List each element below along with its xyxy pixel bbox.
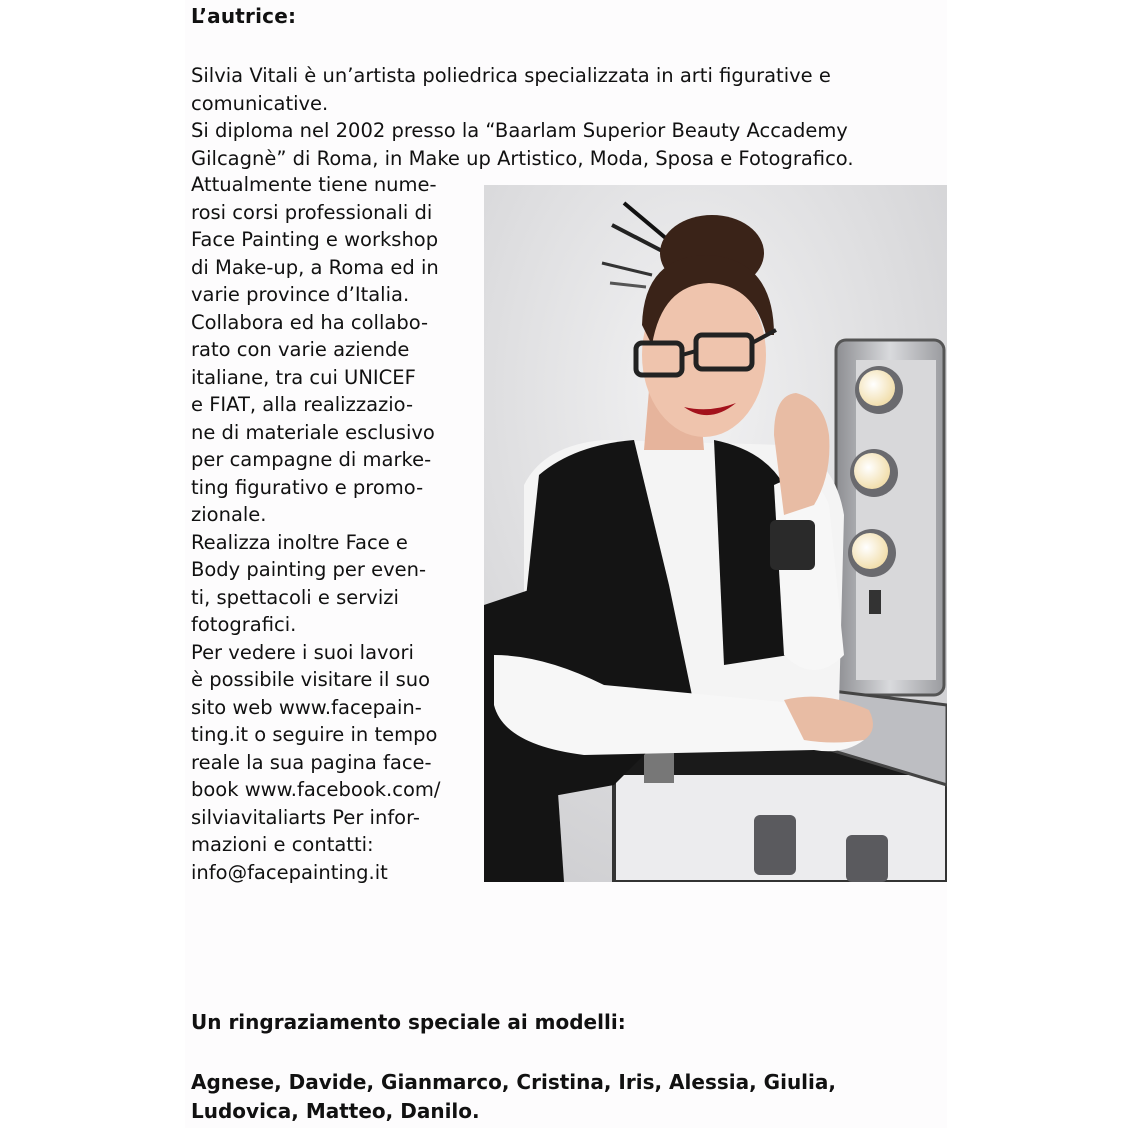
thanks-heading: Un ringraziamento speciale ai modelli: bbox=[191, 1010, 626, 1034]
bio-line: per campagne di marke- bbox=[191, 448, 432, 471]
bio-line: Body painting per even- bbox=[191, 558, 427, 581]
author-heading: L’autrice: bbox=[191, 4, 297, 28]
bio-line: ti, spettacoli e servizi bbox=[191, 585, 399, 609]
bio-line: reale la sua pagina face- bbox=[191, 750, 432, 774]
bio-line: zionale. bbox=[191, 503, 267, 526]
bio-line: rosi corsi professionali di bbox=[191, 200, 433, 224]
bio-line: Realizza inoltre Face e bbox=[191, 530, 408, 554]
intro-text bbox=[191, 62, 931, 172]
bio-line: info@facepainting.it bbox=[191, 860, 388, 884]
bio-column bbox=[191, 171, 476, 886]
bio-line: ting figurativo e promo- bbox=[191, 475, 424, 499]
intro-paragraph: Si diploma nel 2002 presso la “Baarlam Superior Beauty Accademy Gilcagnè” di Roma, in Make up Artistico, Moda, Sposa e Fotografico. bbox=[191, 119, 854, 170]
bio-line: Attualmente tiene nume- bbox=[191, 173, 437, 196]
bio-line: Per vedere i suoi lavori bbox=[191, 640, 414, 664]
bio-line: ting.it o seguire in tempo bbox=[191, 723, 438, 746]
mirror-bulb bbox=[854, 453, 890, 489]
bio-line: book www.facebook.com/ bbox=[191, 778, 441, 801]
bio-line: varie province d’Italia. bbox=[191, 283, 410, 306]
models-line: Agnese, Davide, Gianmarco, Cristina, Iris, Alessia, Giulia, bbox=[191, 1070, 836, 1094]
models-list bbox=[191, 1068, 941, 1126]
bio-line: Collabora ed ha collabo- bbox=[191, 310, 429, 334]
bio-line: Face Painting e workshop bbox=[191, 228, 439, 251]
intro-paragraph: Silvia Vitali è un’artista poliedrica specializzata in arti figurative e comunicative. bbox=[191, 64, 831, 115]
bio-line: sito web www.facepain- bbox=[191, 695, 422, 719]
author-photo bbox=[484, 185, 947, 882]
bio-line: e FIAT, alla realizzazio- bbox=[191, 393, 414, 416]
bio-line: fotografici. bbox=[191, 613, 297, 636]
bio-line: italiane, tra cui UNICEF bbox=[191, 365, 416, 389]
mirror-bulb bbox=[859, 370, 895, 406]
models-line: Ludovica, Matteo, Danilo. bbox=[191, 1099, 480, 1123]
mirror-bulb bbox=[852, 533, 888, 569]
bio-line: silviavitaliarts Per infor- bbox=[191, 805, 420, 829]
wrist-cuff bbox=[770, 520, 815, 570]
bio-line: di Make-up, a Roma ed in bbox=[191, 255, 439, 279]
bio-line: rato con varie aziende bbox=[191, 338, 410, 361]
bio-line: mazioni e contatti: bbox=[191, 833, 374, 856]
bio-line: ne di materiale esclusivo bbox=[191, 420, 435, 444]
portrait-illustration bbox=[484, 185, 947, 882]
bio-line: è possibile visitare il suo bbox=[191, 668, 431, 691]
